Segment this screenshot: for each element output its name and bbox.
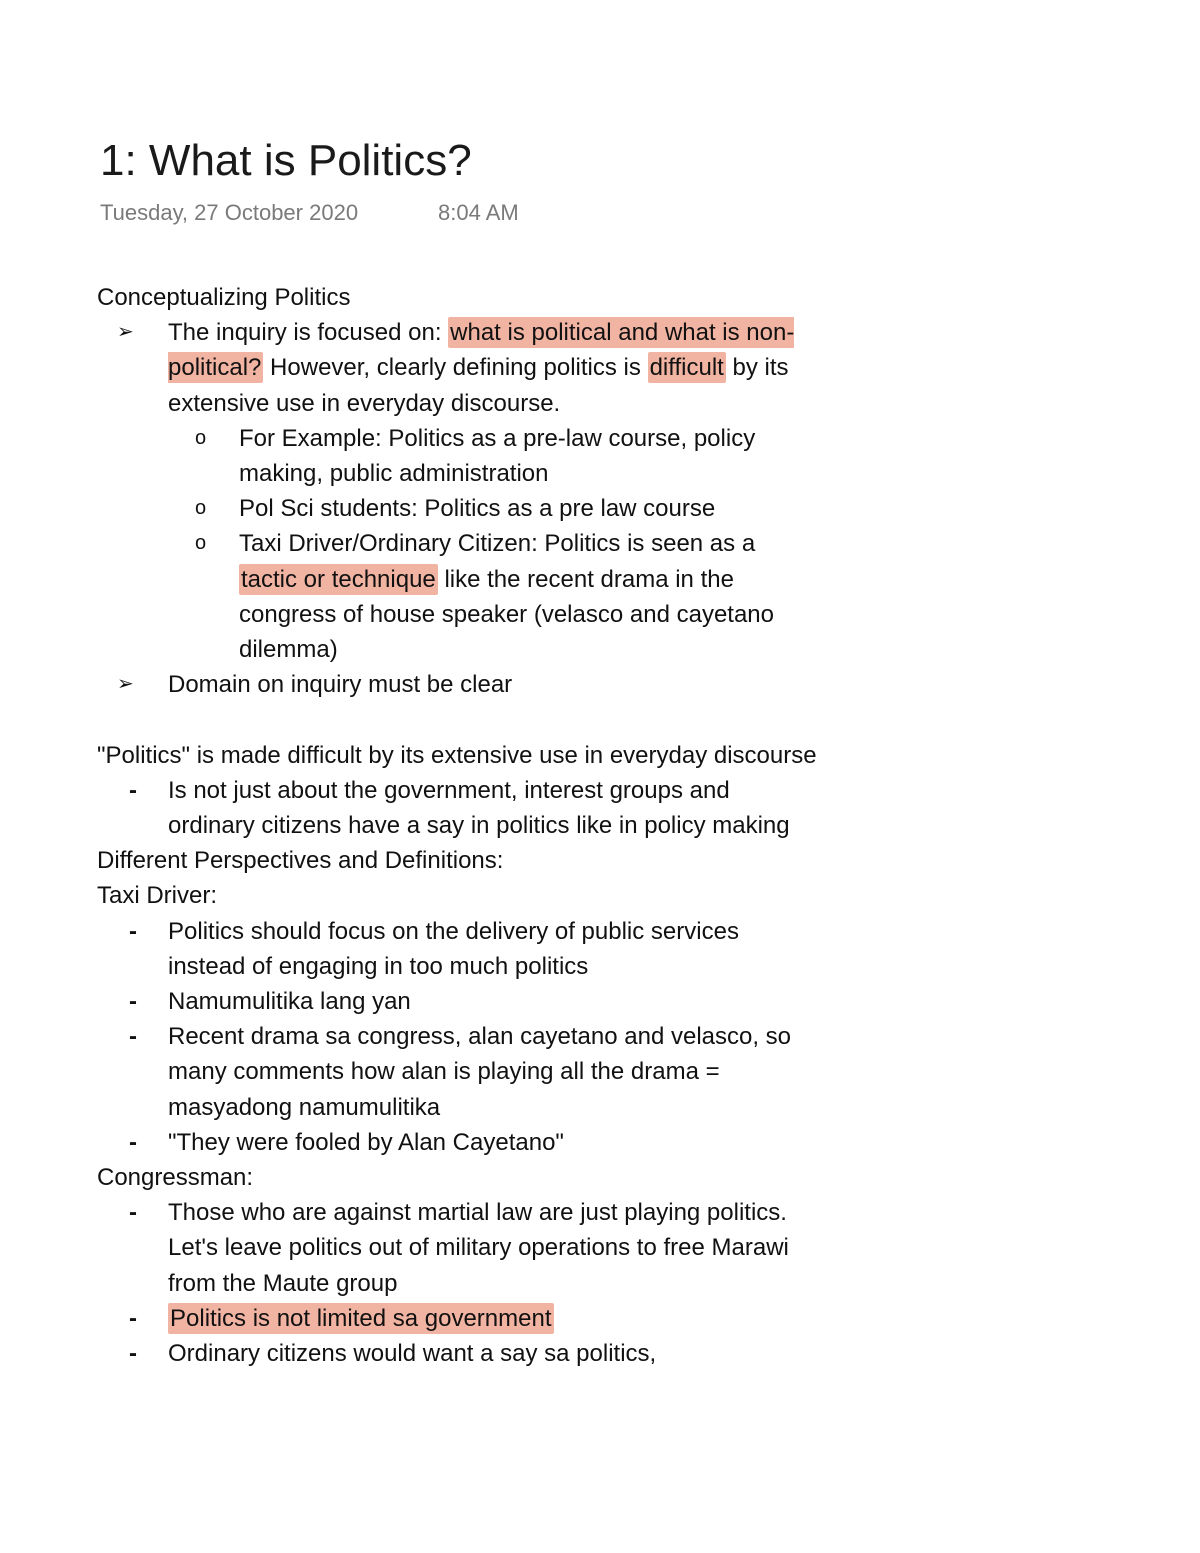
circle-bullet-icon: o [195,532,207,555]
section-heading-perspectives: Different Perspectives and Definitions: [97,847,504,875]
list-item [97,1301,817,1336]
dash-bullet-icon: - [129,1340,137,1368]
dash-list [97,773,817,843]
highlighted-text: Politics is not limited sa government [170,1304,552,1332]
text-run: Those who are against martial law are just playing politics. Let's leave politics out of military operations to free Marawi from the Maute group [168,1199,789,1297]
arrow-bullet-icon: ➢ [117,673,134,696]
label-taxi-driver: Taxi Driver: [97,882,218,910]
dash-bullet-icon: - [129,1199,137,1227]
dash-bullet-icon: - [129,1023,137,1051]
text-run: The inquiry is focused on: [168,319,449,347]
list-item [97,984,817,1019]
text-run: Pol Sci students: Politics as a pre law course [239,495,716,523]
dash-list-congress [97,1195,817,1371]
list-item [97,1195,817,1301]
list-item [97,421,817,491]
text-run: However, clearly defining politics is [263,354,648,382]
text-run: Taxi Driver/Ordinary Citizen: Politics is seen as a [239,530,756,558]
dash-list-taxi [97,914,817,1160]
dash-bullet-icon: - [129,776,137,804]
dash-bullet-icon: - [129,1128,137,1156]
text-run: Ordinary citizens would want a say sa politics, [168,1340,657,1368]
list-item [97,667,817,702]
arrow-list [97,315,817,702]
text-run: Namumulitika lang yan [168,988,411,1016]
label-congressman: Congressman: [97,1164,254,1192]
list-item [97,315,817,421]
circle-bullet-icon: o [195,497,207,520]
text-run: For Example: Politics as a pre-law course, policy making, public administration [239,424,756,488]
text-run: Recent drama sa congress, alan cayetano and velasco, so many comments how alan is playing all the drama = masyadong namumulitika [168,1023,792,1121]
dash-bullet-icon: - [129,988,137,1016]
highlighted-text: tactic or technique [241,565,436,593]
text-run: Domain on inquiry must be clear [168,671,513,699]
list-item [97,773,817,843]
circle-bullet-icon: o [195,426,207,449]
page-time: 8:04 AM [438,200,519,225]
list-item [97,1336,817,1371]
page-meta [100,198,519,228]
highlighted-text: difficult [649,354,724,382]
dash-bullet-icon: - [129,1304,137,1332]
text-run: by its extensive use in everyday discourse. [168,354,789,417]
page-title: 1: What is Politics? [100,136,472,185]
list-item [97,914,817,984]
list-item [97,526,817,667]
text-run: "They were fooled by Alan Cayetano" [168,1128,564,1156]
text-run: Politics should focus on the delivery of public services instead of engaging in too much politics [168,917,739,980]
page-date: Tuesday, 27 October 2020 [100,200,359,225]
list-item [97,491,817,526]
arrow-bullet-icon: ➢ [117,321,134,344]
dash-bullet-icon: - [129,917,137,945]
text-run: like the recent drama in the congress of house speaker (velasco and cayetano dilemma) [239,565,774,664]
note-body [97,280,817,1371]
list-item [97,1125,817,1160]
highlighted-text: what is political and what is non-political? [168,319,795,382]
text-run: Is not just about the government, interest groups and ordinary citizens have a say in politics like in policy making [168,776,790,840]
paragraph: "Politics" is made difficult by its extensive use in everyday discourse [97,741,817,769]
list-item [97,1019,817,1125]
section-heading-conceptualizing: Conceptualizing Politics [97,284,351,311]
spacer [97,702,817,737]
